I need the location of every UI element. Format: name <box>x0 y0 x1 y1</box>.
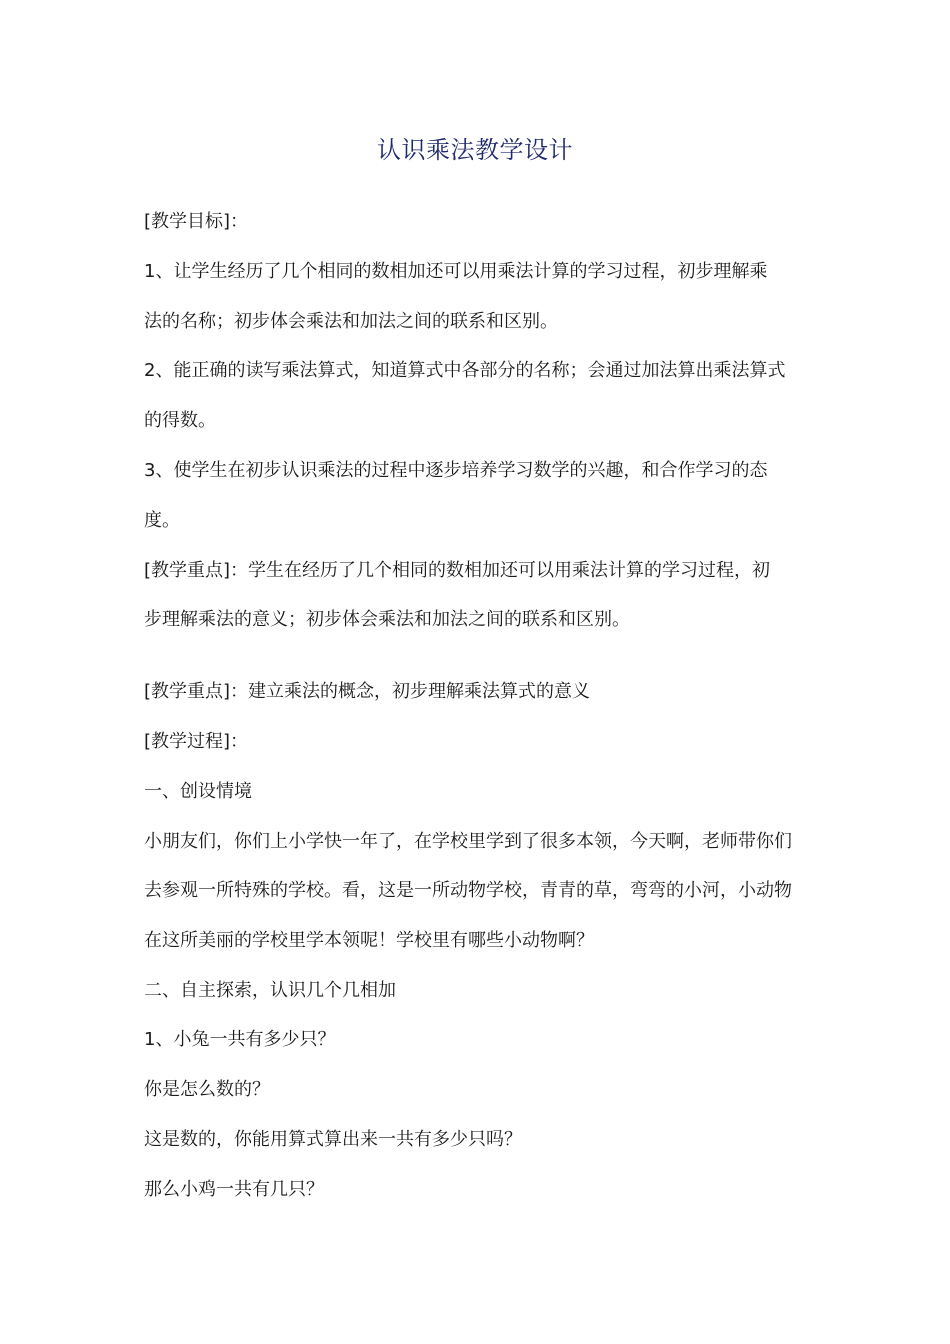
paragraph-line: 小朋友们，你们上小学快一年了，在学校里学到了很多本领，今天啊，老师带你们 <box>144 831 792 852</box>
paragraph-line: 的得数。 <box>144 410 216 431</box>
subsection-heading: 一、创设情境 <box>144 781 252 802</box>
section-heading-objectives: [教学目标]： <box>144 211 249 232</box>
paragraph-line: 去参观一所特殊的学校。看，这是一所动物学校，青青的草，弯弯的小河，小动物 <box>144 880 792 901</box>
paragraph-line: 2、能正确的读写乘法算式，知道算式中各部分的名称；会通过加法算出乘法算式 <box>144 360 786 381</box>
paragraph-line: 1、让学生经历了几个相同的数相加还可以用乘法计算的学习过程，初步理解乘 <box>144 261 768 282</box>
paragraph-line: 在这所美丽的学校里学本领呢！学校里有哪些小动物啊？ <box>144 930 594 951</box>
paragraph-line: 3、使学生在初步认识乘法的过程中逐步培养学习数学的兴趣，和合作学习的态 <box>144 460 768 481</box>
paragraph-line: 步理解乘法的意义；初步体会乘法和加法之间的联系和区别。 <box>144 609 630 630</box>
paragraph-line: 那么小鸡一共有几只？ <box>144 1179 324 1200</box>
paragraph-line: 1、小兔一共有多少只？ <box>144 1029 336 1050</box>
paragraph-line: 法的名称；初步体会乘法和加法之间的联系和区别。 <box>144 311 558 332</box>
document-title: 认识乘法教学设计 <box>377 136 573 164</box>
subsection-heading: 二、自主探索，认识几个几相加 <box>144 980 396 1001</box>
section-heading-process: [教学过程]： <box>144 731 249 752</box>
section-heading-key-points: [教学重点]：学生在经历了几个相同的数相加还可以用乘法计算的学习过程，初 <box>144 560 771 581</box>
paragraph-line: 这是数的，你能用算式算出来一共有多少只吗？ <box>144 1129 522 1150</box>
section-heading-key-points-2: [教学重点]：建立乘法的概念，初步理解乘法算式的意义 <box>144 681 591 702</box>
paragraph-line: 你是怎么数的？ <box>144 1079 270 1100</box>
paragraph-line: 度。 <box>144 510 180 531</box>
